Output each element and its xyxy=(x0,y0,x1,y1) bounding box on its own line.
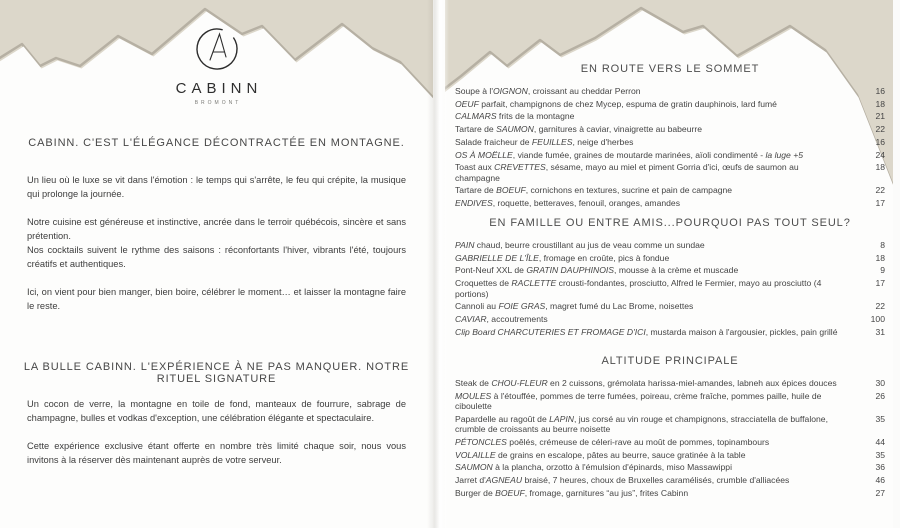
menu-item-price: 16 xyxy=(875,86,885,96)
menu-item-text: , roquette, betteraves, fenouil, oranges, amandes xyxy=(492,198,681,209)
menu-item-name xyxy=(455,378,859,388)
menu-item-text: , fromage en croûte, pics à fondue xyxy=(538,252,670,263)
menu-item-row xyxy=(455,488,885,498)
menu-item-row xyxy=(455,437,885,447)
body-paragraph: Un cocon de verre, la montagne en toile de fond, manteaux de fourrure, sabrage de champagne, bulles et vodkas d'exception, une célébration élégante et spectaculaire. xyxy=(27,399,406,423)
menu-item-price: 100 xyxy=(870,313,885,324)
menu-item-price: 22 xyxy=(875,301,885,312)
menu-item-price: 18 xyxy=(875,98,885,109)
menu-item-text: , magret fumé du Lac Brome, noisettes xyxy=(545,301,694,312)
menu-item-price: 18 xyxy=(875,162,885,173)
menu-item-name xyxy=(455,86,859,96)
paragraph-group xyxy=(27,285,406,313)
menu-item-row xyxy=(455,253,885,263)
menu-item-price: 22 xyxy=(875,185,885,196)
menu-item-price: 26 xyxy=(875,390,885,401)
menu-item-price: 24 xyxy=(875,149,885,160)
menu-item-text: Tartare de xyxy=(455,124,497,135)
menu-item-emphasis: GABRIELLE DE L'ÎLE xyxy=(455,252,539,263)
paragraph-group xyxy=(27,439,406,467)
menu-item-price: 27 xyxy=(875,487,885,498)
menu-item-name xyxy=(455,475,859,485)
menu-item-text: , mustarda maison à l'argousier, pickles, pain grillé xyxy=(645,326,838,337)
menu-item-text: , sésame, mayo au miel et piment Gorria d'ici, œufs de saumon au champagne xyxy=(455,162,799,183)
menu-item-row xyxy=(455,198,885,208)
menu-item-text: , garnitures à caviar, vinaigrette au babeurre xyxy=(533,124,702,135)
menu-item-row xyxy=(455,301,885,311)
menu-item-text: Steak de xyxy=(455,378,492,388)
menu-item-emphasis: AGNEAU xyxy=(485,475,523,486)
menu-item-price: 22 xyxy=(875,124,885,135)
menu-item-text: Tartare de xyxy=(455,185,497,196)
section-title: EN FAMILLE OU ENTRE AMIS...POURQUOI PAS TOUT SEUL? xyxy=(489,217,851,229)
menu-item-emphasis: OIGNON xyxy=(492,86,528,96)
menu-item-emphasis: ENDIVES xyxy=(455,198,493,209)
body-paragraph: Un lieu où le luxe se vit dans l'émotion : le temps qui s'arrête, le feu qui crépite, la musique qui prolonge la journée. xyxy=(27,175,406,199)
cabinn-logo xyxy=(0,24,433,106)
menu-item-row xyxy=(455,378,885,388)
logo-monogram-icon xyxy=(192,24,242,74)
menu-item-text: Papardelle au ragoût de xyxy=(455,413,550,424)
menu-item-price: 17 xyxy=(875,198,885,209)
menu-item-text: crousti-fondantes, prosciutto, Alfred le Fermier, mayo au prosciutto (4 portions) xyxy=(455,278,822,299)
menu-item-emphasis: FOIE GRAS xyxy=(498,301,546,312)
menu-item-text: Soupe à l' xyxy=(455,86,493,96)
menu-item-name xyxy=(455,301,859,311)
menu-item-emphasis: VOLAILLE xyxy=(455,449,496,460)
menu-item-text: à la plancha, orzotto à l'émulsion d'épinards, miso Massawippi xyxy=(492,462,732,473)
body-paragraph: Nos cocktails suivent le rythme des saisons : réconfortants l'hiver, vibrants l'été, toujours créatifs et authentiques. xyxy=(27,245,406,269)
menu-item-price: 46 xyxy=(875,475,885,486)
paragraph-group xyxy=(27,397,406,425)
menu-item-name xyxy=(455,265,859,275)
menu-item-price: 30 xyxy=(875,378,885,388)
menu-item-price: 9 xyxy=(880,265,885,276)
section-title: ALTITUDE PRINCIPALE xyxy=(601,355,739,367)
menu-item-text: , jus corsé au vin rouge et champignons, stracciatella de buffalone, crumble de croissants au beurre noisette xyxy=(455,413,828,435)
menu-item-price: 16 xyxy=(875,136,885,147)
logo-subtext: BROMONT xyxy=(194,100,242,106)
left-heading-elegance: CABINN. C'EST L'ÉLÉGANCE DÉCONTRACTÉE EN MONTAGNE. xyxy=(28,137,405,149)
menu-item-text: frits de la montagne xyxy=(496,111,575,122)
menu-item-emphasis: RACLETTE xyxy=(511,278,557,289)
menu-item-name xyxy=(455,327,859,337)
menu-item-row xyxy=(455,124,885,134)
menu-item-price: 8 xyxy=(880,240,885,250)
menu-item-name xyxy=(455,162,859,183)
menu-item-emphasis: OEUF xyxy=(455,98,479,109)
body-paragraph: Cette expérience exclusive étant offerte en nombre très limité chaque soir, nous vous invitons à la réserver dès maintenant auprès de votre serveur. xyxy=(27,441,406,465)
menu-item-row xyxy=(455,450,885,460)
menu-item-row xyxy=(455,137,885,147)
menu-section-sommet xyxy=(455,63,885,211)
menu-item-emphasis: OS À MOËLLE xyxy=(455,149,513,160)
menu-item-price: 31 xyxy=(875,326,885,337)
menu-item-text: Pont-Neuf XXL de xyxy=(455,265,527,276)
menu-item-emphasis: GRATIN DAUPHINOIS xyxy=(526,265,615,276)
menu-item-emphasis: MOULES xyxy=(455,390,492,401)
menu-item-text: chaud, beurre croustillant au jus de veau comme un sundae xyxy=(474,240,705,250)
body-paragraph: Notre cuisine est généreuse et instinctive, ancrée dans le terroir québécois, sincère et sans prétention. xyxy=(27,217,406,241)
menu-item-row xyxy=(455,150,885,160)
menu-item-row xyxy=(455,414,885,435)
menu-item-price: 44 xyxy=(875,436,885,447)
menu-item-row xyxy=(455,99,885,109)
logo-wordmark: CABINN xyxy=(175,80,263,97)
menu-item-row xyxy=(455,185,885,195)
menu-item-price: 35 xyxy=(875,449,885,460)
menu-item-name xyxy=(455,198,859,208)
menu-item-price: 36 xyxy=(875,462,885,473)
menu-item-text: braisé, 7 heures, choux de Bruxelles caramélisés, crumble d'alliacées xyxy=(522,475,790,486)
menu-item-text: , fromage, garnitures “au jus”, frites Cabinn xyxy=(524,487,689,498)
body-paragraph: Ici, on vient pour bien manger, bien boire, célébrer le moment… et laisser la montagne faire le reste. xyxy=(27,287,406,311)
menu-item-row xyxy=(455,162,885,183)
menu-section-altitude xyxy=(455,355,885,500)
left-page xyxy=(0,0,433,528)
menu-item-text: , mousse à la crème et muscade xyxy=(614,265,739,276)
intro-paragraphs xyxy=(27,173,406,327)
menu-item-emphasis: la luge +5 xyxy=(765,149,804,160)
menu-item-name xyxy=(455,240,859,250)
menu-item-emphasis: BOEUF xyxy=(495,487,525,498)
left-heading-bulle: LA BULLE CABINN. L'EXPÉRIENCE À NE PAS MANQUER. NOTRE RITUEL SIGNATURE xyxy=(23,361,410,385)
menu-item-emphasis: BOEUF xyxy=(496,185,526,196)
menu-item-price: 17 xyxy=(875,278,885,289)
menu-item-text: , neige d'herbes xyxy=(572,136,634,147)
menu-item-text: parfait, champignons de chez Mycep, espuma de gratin dauphinois, lard fumé xyxy=(478,98,777,109)
menu-item-text: Burger de xyxy=(455,487,496,498)
menu-item-text: poêlés, crémeuse de céleri-rave au moût de pommes, topinambours xyxy=(506,436,770,447)
menu-item-emphasis: Clip Board CHARCUTERIES ET FROMAGE D'ICI xyxy=(455,326,646,337)
menu-item-emphasis: PÉTONCLES xyxy=(455,436,507,447)
menu-item-text: , cornichons en textures, sucrine et pain de campagne xyxy=(525,185,733,196)
menu-item-text: en 2 cuissons, grémolata harissa-miel-amandes, labneh aux épices douces xyxy=(547,378,837,388)
paragraph-group xyxy=(27,215,406,271)
menu-item-emphasis: SAUMON xyxy=(496,124,534,135)
menu-item-price: 21 xyxy=(875,111,885,122)
menu-section-famille xyxy=(455,217,885,339)
menu-item-emphasis: LAPIN xyxy=(549,413,574,424)
menu-item-text: Cannoli au xyxy=(455,301,499,312)
menu-item-emphasis: SAUMON xyxy=(455,462,493,473)
menu-item-row xyxy=(455,462,885,472)
menu-item-text: Jarret d' xyxy=(455,475,486,486)
menu-item-text: , accoutrements xyxy=(486,313,548,324)
menu-item-text: de grains en escalope, pâtes au beurre, sauce gratinée à la table xyxy=(495,449,746,460)
menu-item-text: , viande fumée, graines de moutarde marinées, aïoli condimenté - xyxy=(512,149,766,160)
menu-item-row xyxy=(455,265,885,275)
section-items xyxy=(455,378,885,498)
bulle-paragraphs xyxy=(27,397,406,481)
menu-item-name xyxy=(455,185,859,195)
menu-item-emphasis: CHOU-FLEUR xyxy=(491,378,548,388)
right-page xyxy=(445,0,893,528)
section-title: EN ROUTE VERS LE SOMMET xyxy=(580,63,760,75)
menu-item-name xyxy=(455,462,859,472)
menu-item-text: à l'étouffée, pommes de terre fumées, poireau, crème fraîche, pommes paille, huile de ciboulette xyxy=(455,390,822,412)
section-items xyxy=(455,240,885,337)
menu-item-row xyxy=(455,314,885,324)
menu-item-name xyxy=(455,253,859,263)
menu-item-row xyxy=(455,240,885,250)
menu-item-name xyxy=(455,137,859,147)
menu-item-emphasis: PAIN xyxy=(455,240,475,250)
menu-item-name xyxy=(455,391,859,412)
menu-item-name xyxy=(455,488,859,498)
menu-item-name xyxy=(455,124,859,134)
menu-item-text: Salade fraicheur de xyxy=(455,136,532,147)
menu-item-emphasis: CALMARS xyxy=(455,111,497,122)
menu-item-row xyxy=(455,278,885,299)
menu-item-text: , croissant au cheddar Perron xyxy=(527,86,641,96)
menu-item-row xyxy=(455,327,885,337)
section-items xyxy=(455,86,885,208)
menu-item-name xyxy=(455,278,859,299)
menu-item-name xyxy=(455,150,859,160)
menu-item-emphasis: CAVIAR xyxy=(455,313,487,324)
menu-item-name xyxy=(455,414,859,435)
menu-item-row xyxy=(455,86,885,96)
menu-item-emphasis: CREVETTES xyxy=(494,162,546,173)
paragraph-group xyxy=(27,173,406,201)
menu-item-emphasis: FEUILLES xyxy=(531,136,573,147)
menu-item-row xyxy=(455,475,885,485)
menu-item-text: Toast aux xyxy=(455,162,495,173)
menu-item-name xyxy=(455,450,859,460)
menu-item-name xyxy=(455,99,859,109)
menu-item-price: 18 xyxy=(875,252,885,263)
menu-item-row xyxy=(455,111,885,121)
menu-item-name xyxy=(455,314,859,324)
menu-item-text: Croquettes de xyxy=(455,278,512,289)
menu-item-name xyxy=(455,111,859,121)
menu-item-price: 35 xyxy=(875,413,885,424)
menu-item-row xyxy=(455,391,885,412)
menu-item-name xyxy=(455,437,859,447)
